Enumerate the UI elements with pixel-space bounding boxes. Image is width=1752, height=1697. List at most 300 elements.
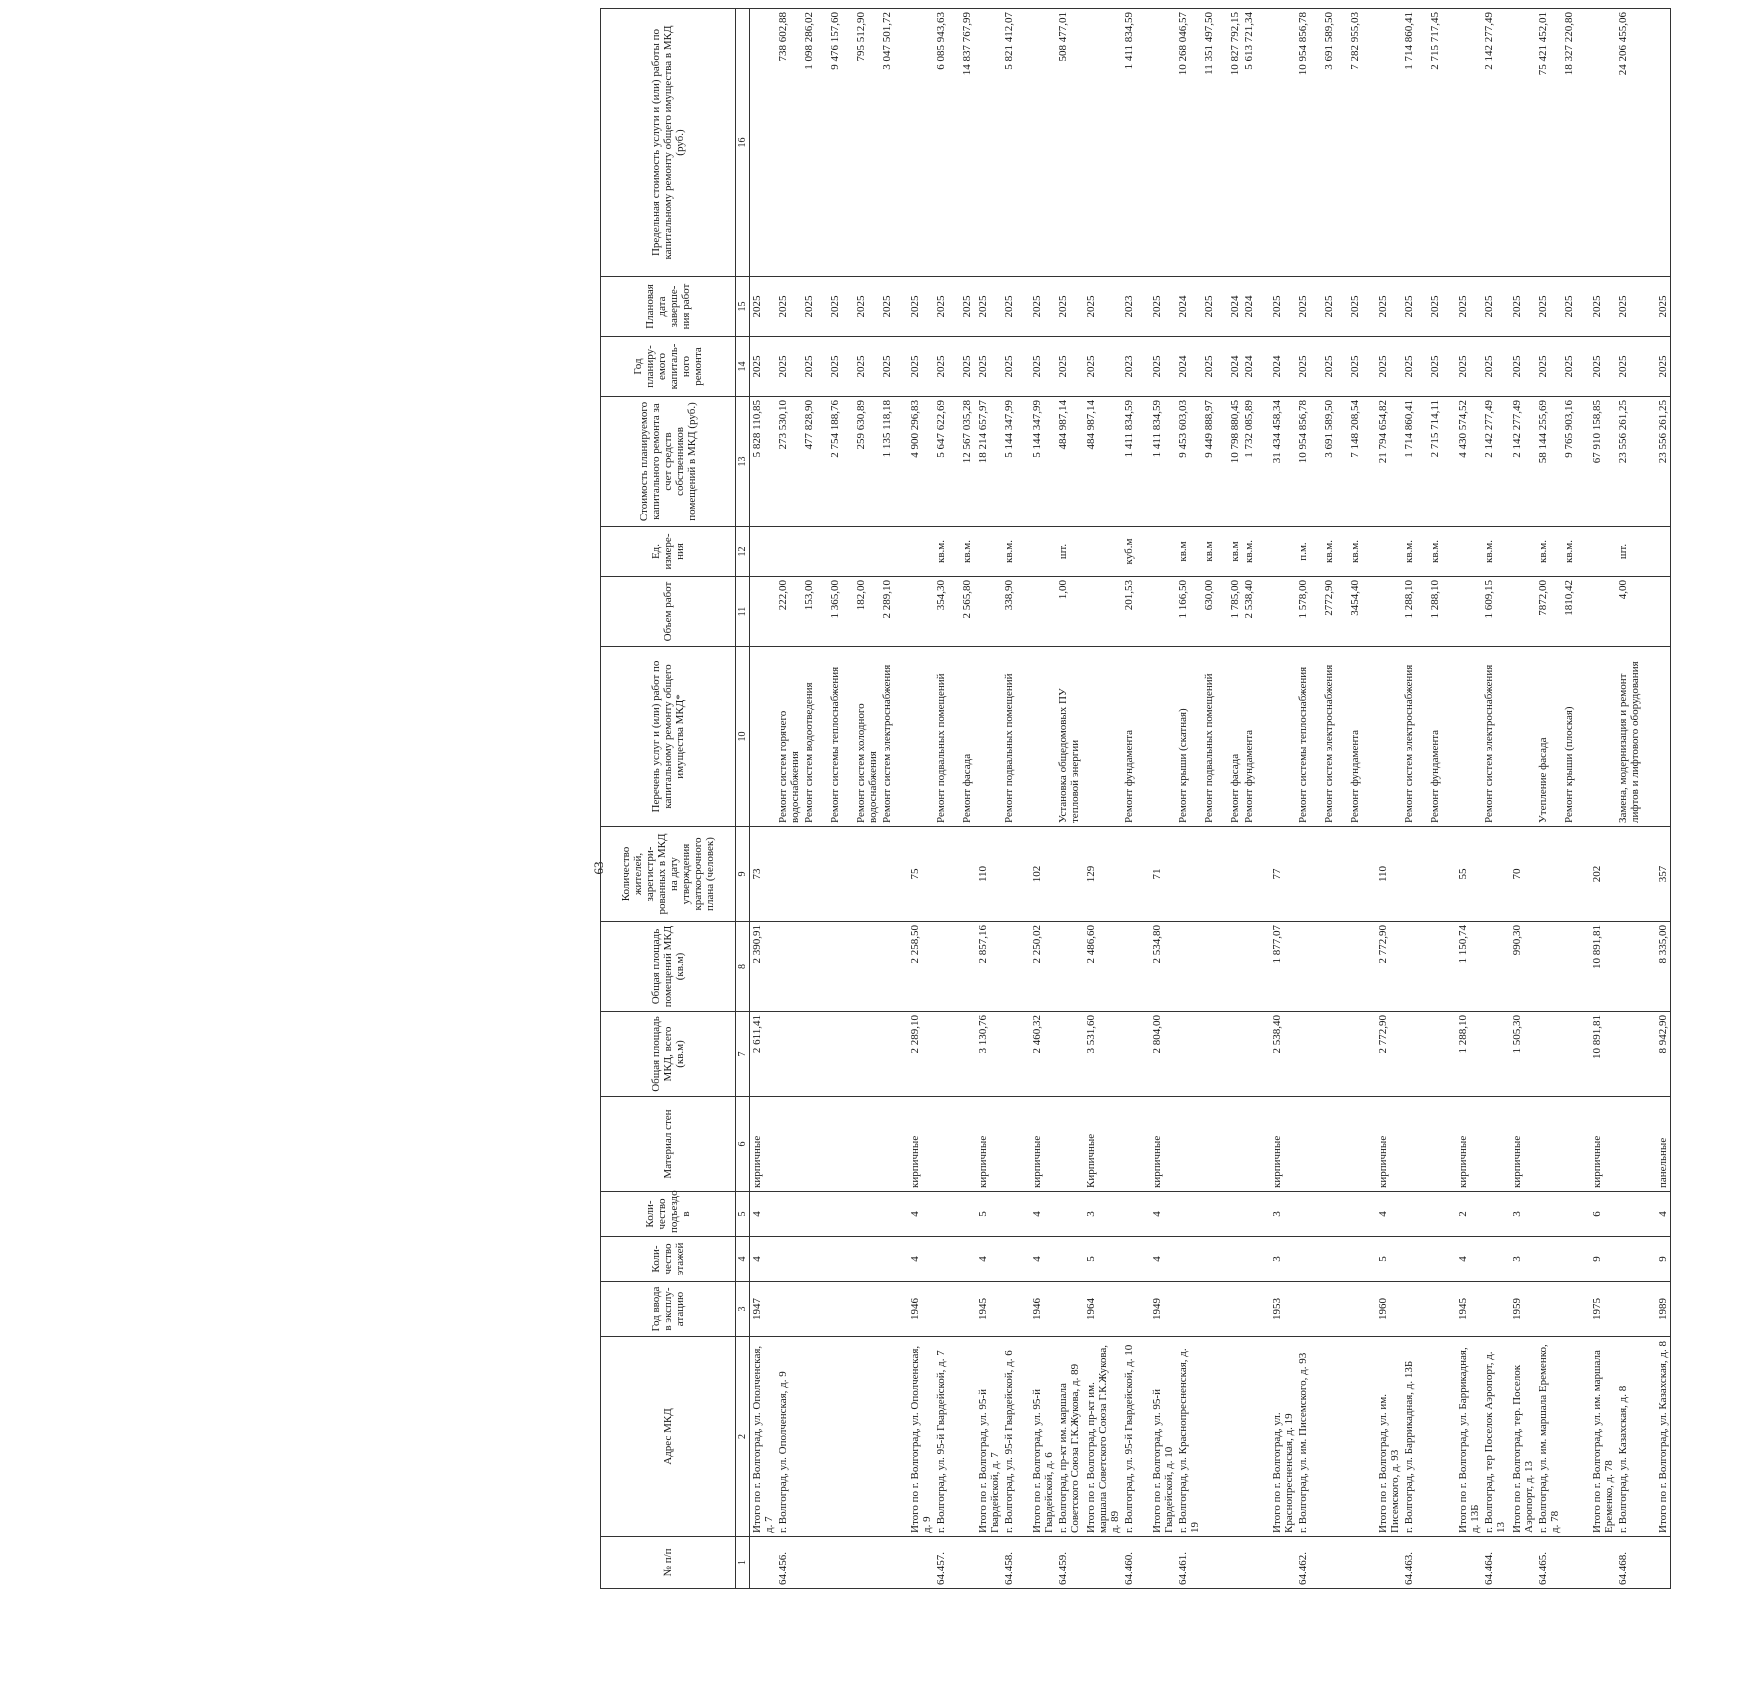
- plan-year: 2025: [1376, 337, 1402, 397]
- work-volume: [1402, 577, 1456, 647]
- area-total: [1122, 1012, 1150, 1097]
- year-built: [1402, 1282, 1456, 1337]
- floors-count: 5: [1084, 1237, 1122, 1282]
- work-unit-line: кв.м.: [1429, 540, 1441, 563]
- floors-count: 9: [1656, 1237, 1671, 1282]
- residents-count: [776, 827, 908, 922]
- area-total: [1536, 1012, 1590, 1097]
- works-list: [1030, 647, 1056, 827]
- floors-count: 4: [750, 1237, 777, 1282]
- area-premises: 1 877,07: [1270, 922, 1296, 1012]
- work-max-cost-line: 5 821 412,07: [1003, 12, 1015, 70]
- work-plan-year-line: 2025: [1429, 355, 1441, 378]
- address-total: Итого по г. Волгоград, ул. 95-й Гвардейской, д. 6: [1030, 1337, 1056, 1537]
- work-cost-line: 9 453 603,03: [1177, 400, 1189, 458]
- area-total: 2 538,40: [1270, 1012, 1296, 1097]
- work-max-cost: [1056, 9, 1084, 277]
- row-number: [908, 1537, 934, 1589]
- area-premises: [1122, 922, 1150, 1012]
- work-name-line: Ремонт фасада: [1229, 753, 1241, 823]
- work-unit: [908, 527, 934, 577]
- work-max-cost: [1176, 9, 1270, 277]
- work-volume-line: 4,00: [1617, 580, 1629, 600]
- area-total: [1482, 1012, 1510, 1097]
- entrances-count: 4: [1150, 1192, 1176, 1237]
- work-unit: [1536, 527, 1590, 577]
- work-max-cost-line: 795 512,90: [855, 12, 867, 62]
- floors-count: [1482, 1237, 1510, 1282]
- work-plan-year: [1536, 337, 1590, 397]
- row-number: [1656, 1537, 1671, 1589]
- floors-count: 5: [1376, 1237, 1402, 1282]
- work-finish-date: [1122, 277, 1150, 337]
- works-list: [976, 647, 1002, 827]
- floors-count: 4: [1456, 1237, 1482, 1282]
- work-name: [1536, 647, 1590, 827]
- table-row-total: [1510, 9, 1536, 1589]
- work-finish-date-line: 2025: [1003, 295, 1015, 318]
- work-max-cost-line: 24 206 455,06: [1617, 12, 1629, 76]
- wall-material: кирпичные: [1510, 1097, 1536, 1192]
- wall-material: Кирпичные: [1084, 1097, 1122, 1192]
- work-finish-date-line: 2023: [1123, 295, 1135, 318]
- column-header: Материал стен: [601, 1097, 736, 1192]
- works-list: [1084, 647, 1122, 827]
- year-built: 1949: [1150, 1282, 1176, 1337]
- work-volume: [1002, 577, 1030, 647]
- plan-year: 2025: [1510, 337, 1536, 397]
- address: г. Волгоград, ул. Баррикадная, д. 13Б: [1402, 1337, 1456, 1537]
- works-list: [1270, 647, 1296, 827]
- work-volume: [1656, 577, 1671, 647]
- work-max-cost-line: 1 411 834,59: [1123, 12, 1135, 70]
- row-number: 64.462.: [1296, 1537, 1376, 1589]
- address-total: Итого по г. Волгоград, ул. 95-й Гвардейской, д. 7: [976, 1337, 1002, 1537]
- work-cost-line: 484 987,14: [1057, 400, 1069, 450]
- area-premises: 2 857,16: [976, 922, 1002, 1012]
- work-plan-year: [934, 337, 976, 397]
- row-number: 64.460.: [1122, 1537, 1150, 1589]
- work-unit: [750, 527, 777, 577]
- row-number: 64.464.: [1482, 1537, 1510, 1589]
- table-row-house: [1002, 9, 1030, 1589]
- work-finish-date-line: 2025: [1297, 295, 1309, 318]
- cost-total: 23 556 261,25: [1656, 397, 1671, 527]
- area-total: 10 891,81: [1590, 1012, 1616, 1097]
- work-unit: [1030, 527, 1056, 577]
- work-max-cost-line: 3 691 589,50: [1323, 12, 1335, 70]
- work-plan-year-line: 2025: [803, 355, 815, 378]
- year-built: 1989: [1656, 1282, 1671, 1337]
- work-volume: [1084, 577, 1122, 647]
- area-total: [934, 1012, 976, 1097]
- work-volume-line: 153,00: [803, 580, 815, 611]
- work-cost: [1002, 397, 1030, 527]
- work-volume-line: 1 609,15: [1483, 580, 1495, 619]
- area-total: 2 772,90: [1376, 1012, 1402, 1097]
- max-cost: [1150, 9, 1176, 277]
- max-cost: [1510, 9, 1536, 277]
- work-name-line: Ремонт крыши (скатная): [1177, 708, 1189, 823]
- work-volume: [1296, 577, 1376, 647]
- work-volume-line: 354,30: [935, 580, 947, 611]
- column-header: Количество жителей, зарегистри-рованных в МКД на дату утверждения краткосрочного плана (человек): [601, 827, 736, 922]
- area-total: 2 804,00: [1150, 1012, 1176, 1097]
- entrances-count: [1616, 1192, 1656, 1237]
- entrances-count: 5: [976, 1192, 1002, 1237]
- plan-year: 2025: [750, 337, 777, 397]
- work-plan-year-line: 2025: [1203, 355, 1215, 378]
- work-unit-line: кв.м: [1177, 541, 1189, 562]
- area-total: 2 289,10: [908, 1012, 934, 1097]
- column-header: Общая площадь помещений МКД (кв.м): [601, 922, 736, 1012]
- work-volume: [1616, 577, 1656, 647]
- residents-count: 77: [1270, 827, 1296, 922]
- work-volume-line: 201,53: [1123, 580, 1135, 611]
- table-row-house: [1056, 9, 1084, 1589]
- cost-total: 2 142 277,49: [1510, 397, 1536, 527]
- wall-material: кирпичные: [750, 1097, 777, 1192]
- column-number: 16: [736, 9, 750, 277]
- work-name: [1176, 647, 1270, 827]
- year-built: [1296, 1282, 1376, 1337]
- year-built: [1056, 1282, 1084, 1337]
- work-name: [1482, 647, 1510, 827]
- work-cost: [1616, 397, 1656, 527]
- row-number: [750, 1537, 777, 1589]
- work-finish-date-line: 2025: [1349, 295, 1361, 318]
- work-volume-line: 7872,00: [1537, 580, 1549, 616]
- max-cost: [1030, 9, 1056, 277]
- max-cost: [1656, 9, 1671, 277]
- header-row: [601, 9, 736, 1589]
- work-finish-date-line: 2024: [1177, 295, 1189, 318]
- wall-material: панельные: [1656, 1097, 1671, 1192]
- work-name-line: Ремонт систем электроснабжения: [881, 664, 893, 823]
- year-built: 1945: [976, 1282, 1002, 1337]
- work-unit: [1616, 527, 1656, 577]
- work-plan-year-line: 2025: [1057, 355, 1069, 378]
- area-total: 1 505,30: [1510, 1012, 1536, 1097]
- works-list: [908, 647, 934, 827]
- work-plan-year-line: 2025: [1349, 355, 1361, 378]
- table-row-total: [1270, 9, 1296, 1589]
- table-row-total: [976, 9, 1002, 1589]
- work-max-cost-line: 3 047 501,72: [881, 12, 893, 70]
- work-volume-line: 182,00: [855, 580, 867, 611]
- wall-material: кирпичные: [1590, 1097, 1616, 1192]
- cost-total: 484 987,14: [1084, 397, 1122, 527]
- work-finish-date-line: 2025: [1617, 295, 1629, 318]
- work-plan-year: [1122, 337, 1150, 397]
- row-number: 64.465.: [1536, 1537, 1590, 1589]
- work-unit: [1482, 527, 1510, 577]
- work-plan-year-line: 2025: [1297, 355, 1309, 378]
- address-total: Итого по г. Волгоград, ул. Ополченская, д. 7: [750, 1337, 777, 1537]
- work-unit: [1590, 527, 1616, 577]
- entrances-count: 3: [1510, 1192, 1536, 1237]
- cost-total: 1 411 834,59: [1150, 397, 1176, 527]
- table-row-house: [1482, 9, 1510, 1589]
- work-name-line: Ремонт систем водоотведения: [803, 682, 815, 823]
- area-total: [1176, 1012, 1270, 1097]
- floors-count: [934, 1237, 976, 1282]
- residents-count: 110: [976, 827, 1002, 922]
- row-number: 64.458.: [1002, 1537, 1030, 1589]
- max-cost: [908, 9, 934, 277]
- table-row-total: [1030, 9, 1056, 1589]
- plan-year: 2025: [1456, 337, 1482, 397]
- works-list: [1590, 647, 1616, 827]
- work-volume: [1150, 577, 1176, 647]
- work-volume-line: 1 578,00: [1297, 580, 1309, 619]
- year-built: [1176, 1282, 1270, 1337]
- cost-total: 67 910 158,85: [1590, 397, 1616, 527]
- work-plan-year-line: 2025: [881, 355, 893, 378]
- area-total: 2 460,32: [1030, 1012, 1056, 1097]
- work-plan-year-line: 2025: [855, 355, 867, 378]
- work-name-line: Замена, модернизация и ремонт лифтов и лифтового оборудования: [1617, 661, 1641, 823]
- work-plan-year-line: 2024: [1243, 355, 1255, 378]
- work-cost-line: 259 630,89: [855, 400, 867, 450]
- table-row-total: [908, 9, 934, 1589]
- work-volume-line: 1 365,00: [829, 580, 841, 619]
- work-cost-line: 58 144 255,69: [1537, 400, 1549, 464]
- cost-total: 4 430 574,52: [1456, 397, 1482, 527]
- address-total: Итого по г. Волгоград, ул. им. маршала Еременко, д. 78: [1590, 1337, 1616, 1537]
- work-unit-line: п.м.: [1297, 542, 1309, 561]
- max-cost: [1084, 9, 1122, 277]
- work-max-cost-line: 6 085 943,63: [935, 12, 947, 70]
- residents-count: [1482, 827, 1510, 922]
- area-total: [1402, 1012, 1456, 1097]
- work-finish-date-line: 2025: [961, 295, 973, 318]
- wall-material: [1482, 1097, 1510, 1192]
- work-plan-year: [1056, 337, 1084, 397]
- column-number: 5: [736, 1192, 750, 1237]
- area-total: 8 942,90: [1656, 1012, 1671, 1097]
- wall-material: [1536, 1097, 1590, 1192]
- work-volume: [976, 577, 1002, 647]
- floors-count: [1616, 1237, 1656, 1282]
- work-name-line: Ремонт крыши (плоская): [1563, 706, 1575, 823]
- work-max-cost-line: 10 954 856,78: [1297, 12, 1309, 76]
- entrances-count: 6: [1590, 1192, 1616, 1237]
- works-list: [1376, 647, 1402, 827]
- work-max-cost-line: 2 715 717,45: [1429, 12, 1441, 70]
- cost-total: 21 794 654,82: [1376, 397, 1402, 527]
- work-finish-date-line: 2025: [1483, 295, 1495, 318]
- work-max-cost: [934, 9, 976, 277]
- work-volume: [1376, 577, 1402, 647]
- work-finish-date-line: 2024: [1243, 295, 1255, 318]
- work-name-line: Ремонт систем электроснабжения: [1323, 664, 1335, 823]
- area-premises: 2 486,60: [1084, 922, 1122, 1012]
- work-cost-line: 9 765 903,16: [1563, 400, 1575, 458]
- work-finish-date: [1176, 277, 1270, 337]
- work-unit: [1056, 527, 1084, 577]
- row-number: 64.461.: [1176, 1537, 1270, 1589]
- wall-material: кирпичные: [1270, 1097, 1296, 1192]
- max-cost: [1270, 9, 1296, 277]
- floors-count: 9: [1590, 1237, 1616, 1282]
- address: г. Волгоград, ул. 95-й Гвардейской, д. 6: [1002, 1337, 1030, 1537]
- work-cost: [1056, 397, 1084, 527]
- column-number: 13: [736, 397, 750, 527]
- row-number: [1030, 1537, 1056, 1589]
- residents-count: [1402, 827, 1456, 922]
- wall-material: [1122, 1097, 1150, 1192]
- work-max-cost: [1482, 9, 1510, 277]
- floors-count: [1296, 1237, 1376, 1282]
- table-row-total: [1376, 9, 1402, 1589]
- area-premises: [1616, 922, 1656, 1012]
- residents-count: 73: [750, 827, 777, 922]
- area-total: 3 531,60: [1084, 1012, 1122, 1097]
- work-volume-line: 1 288,10: [1403, 580, 1415, 619]
- work-finish-date-line: 2025: [829, 295, 841, 318]
- work-finish-date-line: 2025: [1403, 295, 1415, 318]
- work-unit-line: кв.м.: [1323, 540, 1335, 563]
- work-plan-year: [1402, 337, 1456, 397]
- work-name: [1296, 647, 1376, 827]
- work-plan-year-line: 2025: [961, 355, 973, 378]
- floors-count: 4: [1150, 1237, 1176, 1282]
- work-cost-line: 1 135 118,18: [881, 400, 893, 458]
- entrances-count: [1482, 1192, 1510, 1237]
- address-total: Итого по г. Волгоград, тер. Поселок Аэропорт, д. 13: [1510, 1337, 1536, 1537]
- area-total: 1 288,10: [1456, 1012, 1482, 1097]
- address: г. Волгоград, пр-кт им. маршала Советского Союза Г.К.Жукова, д. 89: [1056, 1337, 1084, 1537]
- work-volume: [1270, 577, 1296, 647]
- row-number: 64.468.: [1616, 1537, 1656, 1589]
- work-volume: [1482, 577, 1510, 647]
- year-built: [1122, 1282, 1150, 1337]
- area-total: 3 130,76: [976, 1012, 1002, 1097]
- finish-date: 2025: [1456, 277, 1482, 337]
- table-row-house: [1536, 9, 1590, 1589]
- work-name-line: Ремонт фундамента: [1429, 729, 1441, 823]
- entrances-count: 4: [1030, 1192, 1056, 1237]
- entrances-count: [1056, 1192, 1084, 1237]
- row-number: [1270, 1537, 1296, 1589]
- year-built: 1953: [1270, 1282, 1296, 1337]
- work-unit: [1296, 527, 1376, 577]
- work-max-cost-line: 10 268 046,57: [1177, 12, 1189, 76]
- work-finish-date-line: 2025: [1537, 295, 1549, 318]
- work-volume-line: 1 166,50: [1177, 580, 1189, 619]
- work-finish-date: [934, 277, 976, 337]
- entrances-count: [1536, 1192, 1590, 1237]
- work-name: [934, 647, 976, 827]
- work-max-cost: [1536, 9, 1590, 277]
- cost-total: 18 214 657,97: [976, 397, 1002, 527]
- cost-total: 5 144 347,99: [1030, 397, 1056, 527]
- finish-date: 2025: [1150, 277, 1176, 337]
- work-unit-line: кв.м.: [1349, 540, 1361, 563]
- address-total: Итого по г. Волгоград, ул. Ополченская, д. 9: [908, 1337, 934, 1537]
- area-premises: 2 250,02: [1030, 922, 1056, 1012]
- area-total: [776, 1012, 908, 1097]
- residents-count: 70: [1510, 827, 1536, 922]
- column-header: Год ввода в эксплу-атацию: [601, 1282, 736, 1337]
- work-cost: [1402, 397, 1456, 527]
- work-unit: [1084, 527, 1122, 577]
- work-name: [1002, 647, 1030, 827]
- column-number: 8: [736, 922, 750, 1012]
- work-volume: [776, 577, 908, 647]
- work-name-line: Установка общедомовых ПУ тепловой энергии: [1057, 688, 1081, 823]
- work-finish-date: [1056, 277, 1084, 337]
- column-header: Общая площадь МКД, всего (кв.м): [601, 1012, 736, 1097]
- work-plan-year-line: 2025: [1323, 355, 1335, 378]
- work-name: [1402, 647, 1456, 827]
- work-cost-line: 2 142 277,49: [1483, 400, 1495, 458]
- area-premises: 2 534,80: [1150, 922, 1176, 1012]
- work-name: [1122, 647, 1150, 827]
- plan-year: 2025: [1030, 337, 1056, 397]
- work-max-cost: [1402, 9, 1456, 277]
- residents-count: [1296, 827, 1376, 922]
- work-finish-date-line: 2025: [855, 295, 867, 318]
- finish-date: 2025: [1270, 277, 1296, 337]
- work-cost: [1536, 397, 1590, 527]
- table-row-house: [1122, 9, 1150, 1589]
- row-number: [1590, 1537, 1616, 1589]
- work-cost-line: 5 647 622,69: [935, 400, 947, 458]
- table-row-total: [1590, 9, 1616, 1589]
- work-unit: [1402, 527, 1456, 577]
- column-header: Коли-чество подъездо в: [601, 1192, 736, 1237]
- work-finish-date-line: 2025: [777, 295, 789, 318]
- year-built: [934, 1282, 976, 1337]
- work-unit-line: кв.м.: [935, 540, 947, 563]
- work-volume-line: 222,00: [777, 580, 789, 611]
- entrances-count: [1296, 1192, 1376, 1237]
- work-volume-line: 2772,90: [1323, 580, 1335, 616]
- work-max-cost-line: 18 327 220,80: [1563, 12, 1575, 76]
- column-header: Год планиру-емого капиталь-ного ремонта: [601, 337, 736, 397]
- entrances-count: 3: [1084, 1192, 1122, 1237]
- work-cost-line: 1 714 860,41: [1403, 400, 1415, 458]
- entrances-count: [1002, 1192, 1030, 1237]
- work-max-cost-line: 11 351 497,50: [1203, 12, 1215, 75]
- area-total: 2 611,41: [750, 1012, 777, 1097]
- work-volume-line: 1,00: [1057, 580, 1069, 600]
- work-volume: [1176, 577, 1270, 647]
- work-plan-year-line: 2024: [1229, 355, 1241, 378]
- residents-count: [1536, 827, 1590, 922]
- column-number: 9: [736, 827, 750, 922]
- work-name-line: Ремонт систем холодного водоснабжения: [855, 703, 879, 823]
- work-volume: [1056, 577, 1084, 647]
- year-built: [1616, 1282, 1656, 1337]
- floors-count: 3: [1270, 1237, 1296, 1282]
- work-unit: [1376, 527, 1402, 577]
- address: г. Волгоград, ул. Краснопресненская, д. 19: [1176, 1337, 1270, 1537]
- row-number: 64.463.: [1402, 1537, 1456, 1589]
- work-finish-date-line: 2025: [1323, 295, 1335, 318]
- wall-material: кирпичные: [1030, 1097, 1056, 1192]
- cost-total: 5 828 110,85: [750, 397, 777, 527]
- work-plan-year: [1482, 337, 1510, 397]
- column-header: Стоимость планируемого капитального ремонта за счет средств собственников помещений в МКД (руб.): [601, 397, 736, 527]
- work-volume-line: 2 565,80: [961, 580, 973, 619]
- work-cost: [1122, 397, 1150, 527]
- plan-year: 2025: [1656, 337, 1671, 397]
- works-list: [1656, 647, 1671, 827]
- wall-material: [1056, 1097, 1084, 1192]
